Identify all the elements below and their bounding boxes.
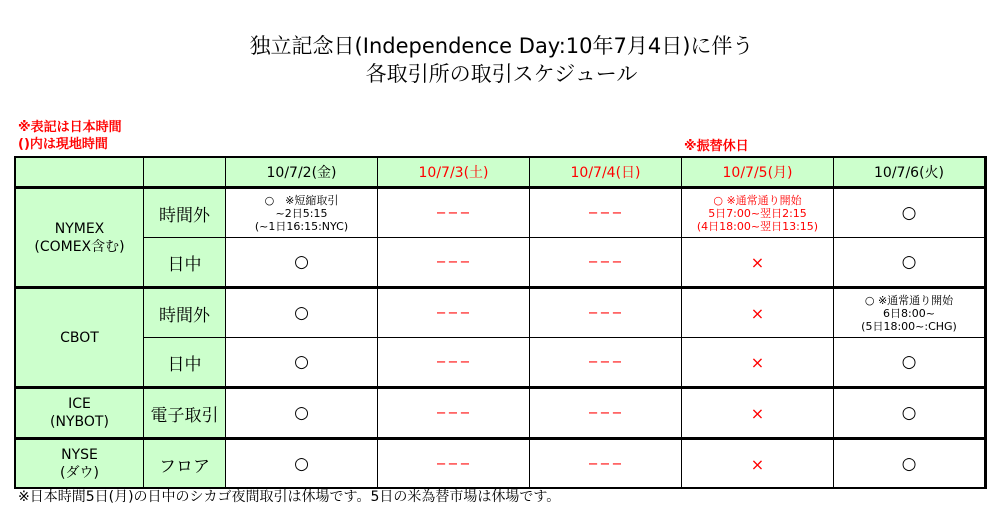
cell-nyse-jul6: ○ (834, 439, 985, 489)
header-date-jul5: 10/7/5(月) (682, 158, 834, 188)
jst-note: ※表記は日本時間 (18, 120, 122, 135)
session-floor: フロア (144, 439, 226, 489)
cell-line: 5日7:00~翌日2:15 (708, 206, 807, 220)
local-time-note: ()内は現地時間 (18, 137, 108, 152)
table-row (16, 288, 985, 338)
session-electronic: 電子取引 (144, 388, 226, 439)
cell-cbot-day-jul4: −−− (530, 338, 682, 388)
cell-line: ○ ※通常通り開始 (713, 193, 802, 207)
cell-cbot-day-jul5: × (682, 338, 834, 388)
exchange-nymex (16, 188, 144, 288)
exchange-name: ICE (68, 396, 91, 412)
header-date-jul3: 10/7/3(土) (378, 158, 530, 188)
cell-line: (~1日16:15:NYC) (254, 219, 349, 233)
exchange-name: NYSE (61, 447, 98, 463)
session-day: 日中 (144, 338, 226, 388)
exchange-subname: (NYBOT) (50, 414, 109, 430)
header-row (16, 158, 985, 188)
cell-ice-jul6: ○ (834, 388, 985, 439)
title-line-1: 独立記念日(Independence Day:10年7月4日)に伴う (249, 34, 754, 58)
cell-cbot-day-jul3: −−− (378, 338, 530, 388)
cell-nyse-jul3: −−− (378, 439, 530, 489)
cell-line: 6日8:00~ (883, 306, 935, 320)
table-row (16, 338, 985, 388)
header-blank-exchange (16, 158, 144, 188)
cell-nyse-jul4: −−− (530, 439, 682, 489)
cell-nymex-day-jul2: ○ (226, 238, 378, 288)
cell-line: (4日18:00~翌日13:15) (696, 219, 819, 233)
session-day: 日中 (144, 238, 226, 288)
cell-nymex-day-jul3: −−− (378, 238, 530, 288)
cell-line: (5日18:00~:CHG) (861, 319, 957, 333)
cell-cbot-ah-jul6 (834, 288, 985, 338)
cell-ice-jul2: ○ (226, 388, 378, 439)
exchange-ice (16, 388, 144, 439)
cell-line: ○ ※通常通り開始 (864, 293, 954, 307)
table-row (16, 238, 985, 288)
cell-cbot-day-jul2: ○ (226, 338, 378, 388)
cell-nymex-ah-jul2 (226, 188, 378, 238)
cell-nymex-day-jul4: −−− (530, 238, 682, 288)
cell-nyse-jul5: × (682, 439, 834, 489)
cell-cbot-ah-jul5: × (682, 288, 834, 338)
exchange-subname: (ダウ) (60, 465, 99, 481)
cell-cbot-ah-jul3: −−− (378, 288, 530, 338)
exchange-nyse (16, 439, 144, 489)
session-after-hours: 時間外 (144, 288, 226, 338)
header-date-jul6: 10/7/6(火) (834, 158, 985, 188)
schedule-table (15, 157, 985, 489)
header-date-jul4: 10/7/4(日) (530, 158, 682, 188)
cell-nymex-ah-jul5 (682, 188, 834, 238)
cell-nymex-day-jul5: × (682, 238, 834, 288)
header-blank-session (144, 158, 226, 188)
table-row (16, 188, 985, 238)
cell-nymex-day-jul6: ○ (834, 238, 985, 288)
table-row (16, 439, 985, 489)
page-title (0, 32, 1003, 88)
cell-ice-jul3: −−− (378, 388, 530, 439)
cell-nymex-ah-jul4: −−− (530, 188, 682, 238)
table-row (16, 388, 985, 439)
cell-ice-jul5: × (682, 388, 834, 439)
cell-line: ○ ※短縮取引 (264, 193, 339, 207)
substitute-holiday-note: ※振替休日 (684, 139, 749, 154)
footnote: ※日本時間5日(月)の日中のシカゴ夜間取引は休場です。5日の米為替市場は休場です。 (18, 489, 561, 505)
cell-nymex-ah-jul6: ○ (834, 188, 985, 238)
cell-nymex-ah-jul3: −−− (378, 188, 530, 238)
exchange-subname: (COMEX含む) (34, 238, 125, 255)
cell-cbot-day-jul6: ○ (834, 338, 985, 388)
cell-ice-jul4: −−− (530, 388, 682, 439)
exchange-cbot: CBOT (16, 288, 144, 388)
cell-cbot-ah-jul2: ○ (226, 288, 378, 338)
session-after-hours: 時間外 (144, 188, 226, 238)
title-line-2: 各取引所の取引スケジュール (365, 62, 638, 86)
header-date-jul2: 10/7/2(金) (226, 158, 378, 188)
cell-nyse-jul2: ○ (226, 439, 378, 489)
cell-line: ~2日5:15 (275, 206, 328, 220)
exchange-name: NYMEX (54, 220, 105, 237)
cell-cbot-ah-jul4: −−− (530, 288, 682, 338)
